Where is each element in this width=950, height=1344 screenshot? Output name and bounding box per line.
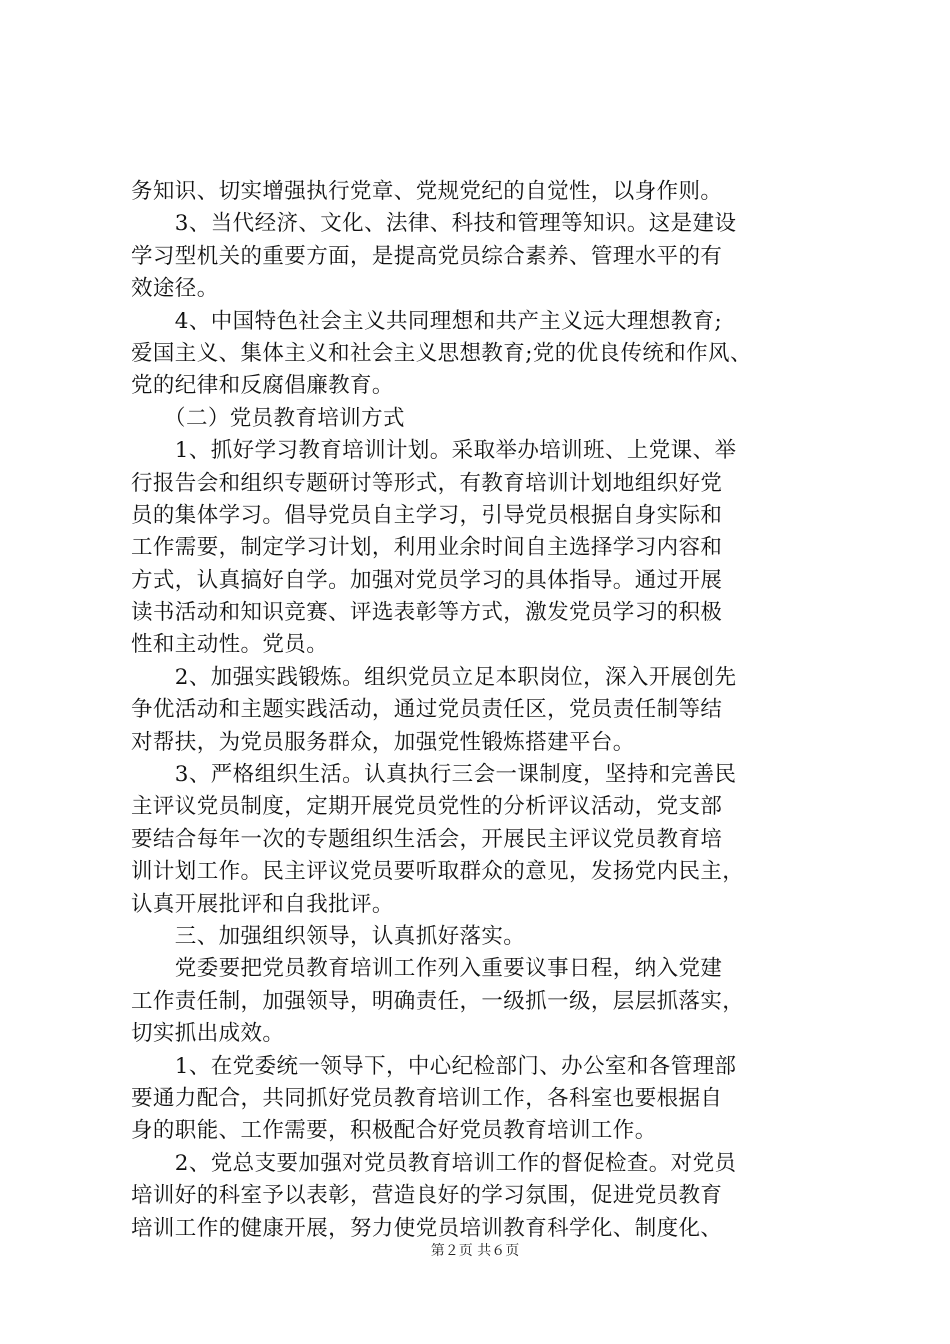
body-line: 2、党总支要加强对党员教育培训工作的督促检查。对党员 (131, 1150, 737, 1176)
body-line: 务知识、切实增强执行党章、党规党纪的自觉性，以身作则。 (131, 179, 723, 204)
body-line: 党委要把党员教育培训工作列入重要议事日程，纳入党建 (131, 956, 723, 982)
body-line: 主评议党员制度，定期开展党员党性的分析评议活动，党支部 (131, 794, 723, 820)
document-body (131, 176, 831, 1245)
body-line: 员的集体学习。倡导党员自主学习，引导党员根据自身实际和 (131, 502, 723, 528)
body-line: 方式，认真搞好自学。加强对党员学习的具体指导。通过开展 (131, 567, 723, 593)
body-line: 4、中国特色社会主义共同理想和共产主义远大理想教育; (131, 308, 723, 334)
body-line: 对帮扶，为党员服务群众，加强党性锻炼搭建平台。 (131, 729, 635, 755)
section-heading: （二）党员教育培训方式 (131, 405, 405, 431)
body-line: 训计划工作。民主评议党员要听取群众的意见，发扬党内民主， (131, 859, 745, 885)
body-line: 行报告会和组织专题研讨等形式，有教育培训计划地组织好党 (131, 470, 723, 496)
body-line: 工作责任制，加强领导，明确责任，一级抓一级，层层抓落实， (131, 988, 745, 1014)
body-line: 效途径。 (131, 276, 219, 302)
body-line: 要结合每年一次的专题组织生活会，开展民主评议党员教育培 (131, 826, 723, 852)
section-heading: 三、加强组织领导，认真抓好落实。 (131, 923, 526, 949)
body-line: 切实抓出成效。 (131, 1021, 285, 1047)
body-line: 1、在党委统一领导下，中心纪检部门、办公室和各管理部 (131, 1053, 737, 1079)
body-line: 性和主动性。党员。 (131, 632, 329, 658)
body-line: 培训工作的健康开展，努力使党员培训教育科学化、制度化、 (131, 1215, 723, 1241)
body-line: 培训好的科室予以表彰，营造良好的学习氛围，促进党员教育 (131, 1183, 723, 1209)
body-line: 爱国主义、集体主义和社会主义思想教育;党的优良传统和作风、 (131, 340, 752, 366)
body-line: 学习型机关的重要方面，是提高党员综合素养、管理水平的有 (131, 243, 723, 269)
body-line: 认真开展批评和自我批评。 (131, 891, 394, 917)
body-line: 3、严格组织生活。认真执行三会一课制度，坚持和完善民 (131, 762, 737, 788)
body-line: 身的职能、工作需要，积极配合好党员教育培训工作。 (131, 1118, 657, 1144)
body-line: 2、加强实践锻炼。组织党员立足本职岗位，深入开展创先 (131, 664, 737, 690)
body-line: 读书活动和知识竞赛、评选表彰等方式，激发党员学习的积极 (131, 600, 723, 626)
body-line: 争优活动和主题实践活动，通过党员责任区，党员责任制等结 (131, 697, 723, 723)
body-line: 党的纪律和反腐倡廉教育。 (131, 373, 394, 399)
body-line: 工作需要，制定学习计划，利用业余时间自主选择学习内容和 (131, 535, 723, 561)
page-number-footer: 第２页 共６页 (430, 1243, 520, 1259)
body-line: 3、当代经济、文化、法律、科技和管理等知识。这是建设 (131, 211, 737, 237)
body-line: 1、抓好学习教育培训计划。采取举办培训班、上党课、举 (131, 438, 737, 464)
body-line: 要通力配合，共同抓好党员教育培训工作，各科室也要根据自 (131, 1085, 723, 1111)
